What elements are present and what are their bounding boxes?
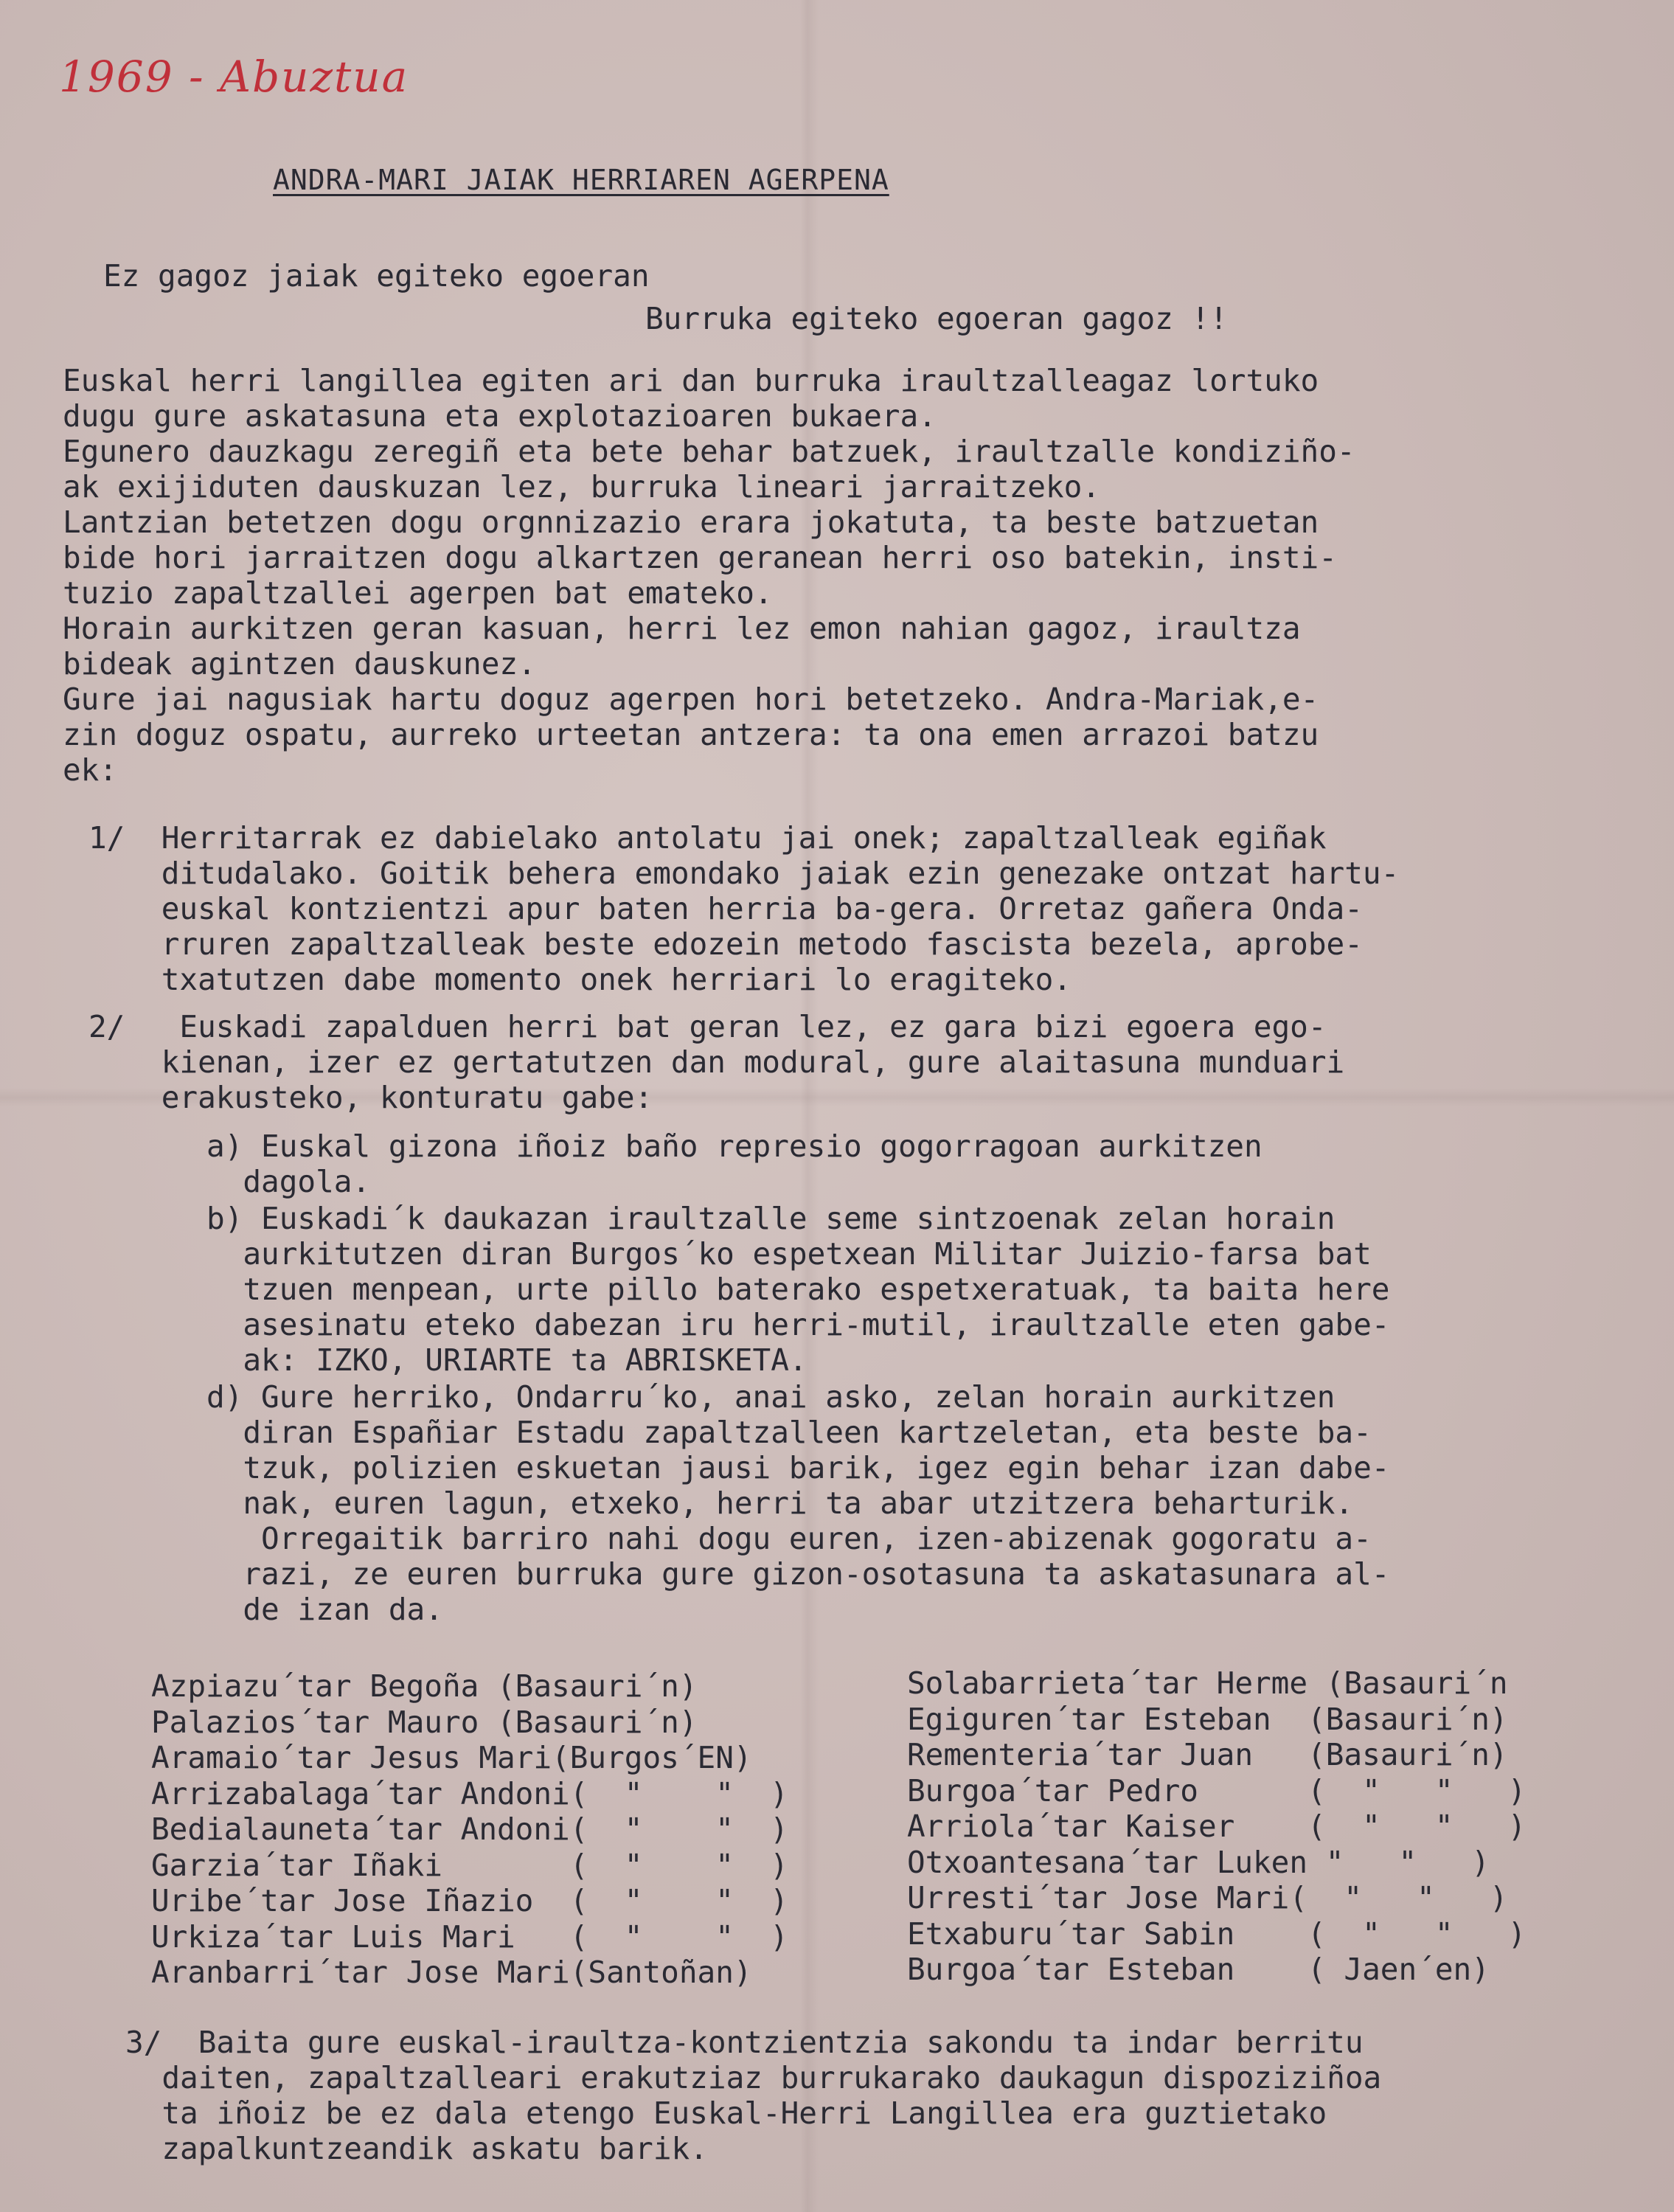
list-item: Urkiza´tar Luis Mari ( " " ): [151, 1918, 788, 1955]
text-line: txatutzen dabe momento onek herriari lo eragiteko.: [88, 962, 1072, 997]
sub-item-d: [206, 1379, 1389, 1627]
lead-line-2: Burruka egiteko egoeran gagoz !!: [645, 301, 1228, 336]
text-line: Horain aurkitzen geran kasuan, herri lez emon nahian gagoz, iraultza: [63, 611, 1301, 646]
reason-item-2: [88, 1009, 1344, 1115]
text-line: 2/ Euskadi zapalduen herri bat geran lez, ez gara bizi egoera ego-: [88, 1009, 1327, 1044]
text-line: bideak agintzen dauskunez.: [63, 646, 536, 682]
list-item: Egiguren´tar Esteban (Basauri´n): [907, 1701, 1508, 1737]
list-item: Aramaio´tar Jesus Mari(Burgos´EN): [151, 1740, 752, 1775]
text-line: ditudalako. Goitik behera emondako jaiak ezin genezake ontzat hartu-: [88, 856, 1400, 891]
text-line: tuzio zapaltzallei agerpen bat emateko.: [63, 575, 773, 611]
lead-line-1: Ez gagoz jaiak egiteko egoeran: [103, 258, 650, 294]
list-item: Solabarrieta´tar Herme (Basauri´n: [907, 1665, 1508, 1701]
text-line: ak exijiduten dauskuzan lez, burruka lineari jarraitzeko.: [63, 469, 1100, 505]
text-line: Egunero dauzkagu zeregiñ eta bete behar batzuek, iraultzalle kondiziño-: [63, 434, 1355, 469]
text-line: 1/ Herritarrak ez dabielako antolatu jai onek; zapaltzalleak egiñak: [88, 820, 1327, 856]
text-line: tzuen menpean, urte pillo baterako espetxeratuak, ta baita here: [206, 1272, 1390, 1307]
text-line: dugu gure askatasuna eta explotazioaren bukaera.: [63, 398, 937, 434]
text-line: ak: IZKO, URIARTE ta ABRISKETA.: [206, 1342, 808, 1378]
list-item: Garzia´tar Iñaki ( " " ): [151, 1847, 788, 1883]
text-line: bide hori jarraitzen dogu alkartzen geranean herri oso batekin, insti-: [63, 540, 1337, 575]
text-line: dagola.: [206, 1164, 371, 1199]
list-item: Azpiazu´tar Begoña (Basauri´n): [151, 1668, 698, 1704]
list-item: Palazios´tar Mauro (Basauri´n): [151, 1704, 698, 1740]
text-line: ta iñoiz be ez dala etengo Euskal-Herri Langillea era guztietako: [125, 2095, 1327, 2131]
text-line: Gure jai nagusiak hartu doguz agerpen hori betetzeko. Andra-Mariak,e-: [63, 682, 1319, 717]
text-line: diran Españiar Estadu zapaltzalleen kartzeletan, eta beste ba-: [206, 1415, 1372, 1450]
list-item: Aranbarri´tar Jose Mari(Santoñan): [151, 1955, 752, 1990]
list-item: Arriola´tar Kaiser ( " " ): [907, 1809, 1527, 1844]
text-line: Lantzian betetzen dogu orgnnizazio erara jokatuta, ta beste batzuetan: [63, 505, 1319, 540]
text-line: a) Euskal gizona iñoiz baño represio gogorragoan aurkitzen: [206, 1128, 1263, 1164]
list-item: Urresti´tar Jose Mari( " " ): [907, 1880, 1508, 1915]
list-item: Rementeria´tar Juan (Basauri´n): [907, 1737, 1508, 1772]
text-line: erakusteko, konturatu gabe:: [88, 1080, 653, 1115]
intro-paragraph: [63, 363, 1355, 788]
text-line: rruren zapaltzalleak beste edozein metodo fascista bezela, aprobe-: [88, 926, 1363, 962]
reason-item-3: [125, 2025, 1381, 2166]
reason-item-1: [88, 820, 1399, 997]
prisoner-list-left: [151, 1668, 788, 1991]
text-line: zin doguz ospatu, aurreko urteetan antzera: ta ona emen arrazoi batzu: [63, 717, 1319, 752]
text-line: euskal kontzientzi apur baten herria ba-gera. Orretaz gañera Onda-: [88, 891, 1363, 926]
list-item: Otxoantesana´tar Luken " " ): [907, 1844, 1490, 1880]
text-line: Euskal herri langillea egiten ari dan burruka iraultzalleagaz lortuko: [63, 363, 1319, 398]
text-line: ek:: [63, 752, 118, 788]
text-line: asesinatu eteko dabezan iru herri-mutil, iraultzalle eten gabe-: [206, 1307, 1390, 1342]
text-line: de izan da.: [206, 1592, 443, 1627]
prisoner-list-right: [907, 1665, 1526, 1988]
text-line: tzuk, polizien eskuetan jausi barik, igez egin behar izan dabe-: [206, 1450, 1390, 1485]
document-title: ANDRA-MARI JAIAK HERRIAREN AGERPENA: [273, 164, 889, 196]
text-line: razi, ze euren burruka gure gizon-osotasuna ta askatasunara al-: [206, 1556, 1390, 1592]
text-line: b) Euskadi´k daukazan iraultzalle seme sintzoenak zelan horain: [206, 1201, 1336, 1236]
text-line: aurkitutzen diran Burgos´ko espetxean Militar Juizio-farsa bat: [206, 1236, 1372, 1272]
text-line: d) Gure herriko, Ondarru´ko, anai asko, zelan horain aurkitzen: [206, 1379, 1336, 1415]
list-item: Bedialauneta´tar Andoni( " " ): [151, 1811, 788, 1847]
handwritten-date-note: 1969 - Abuztua: [59, 52, 409, 102]
text-line: kienan, izer ez gertatutzen dan modural, gure alaitasuna munduari: [88, 1044, 1345, 1080]
list-item: Burgoa´tar Pedro ( " " ): [907, 1772, 1527, 1809]
list-item: Burgoa´tar Esteban ( Jaen´en): [907, 1952, 1490, 1987]
list-item: Uribe´tar Jose Iñazio ( " " ): [151, 1883, 788, 1918]
text-line: nak, euren lagun, etxeko, herri ta abar utzitzera beharturik.: [206, 1485, 1354, 1521]
sub-item-b: [206, 1201, 1389, 1378]
list-item: Etxaburu´tar Sabin ( " " ): [907, 1915, 1527, 1952]
list-item: Arrizabalaga´tar Andoni( " " ): [151, 1775, 788, 1811]
text-line: 3/ Baita gure euskal-iraultza-kontzientzia sakondu ta indar berritu: [125, 2025, 1364, 2060]
text-line: zapalkuntzeandik askatu barik.: [125, 2131, 708, 2166]
text-line: Orregaitik barriro nahi dogu euren, izen-abizenak gogoratu a-: [206, 1521, 1372, 1556]
sub-item-a: [206, 1128, 1263, 1199]
text-line: daiten, zapaltzalleari erakutziaz burrukarako daukagun dispoziziñoa: [125, 2060, 1382, 2095]
